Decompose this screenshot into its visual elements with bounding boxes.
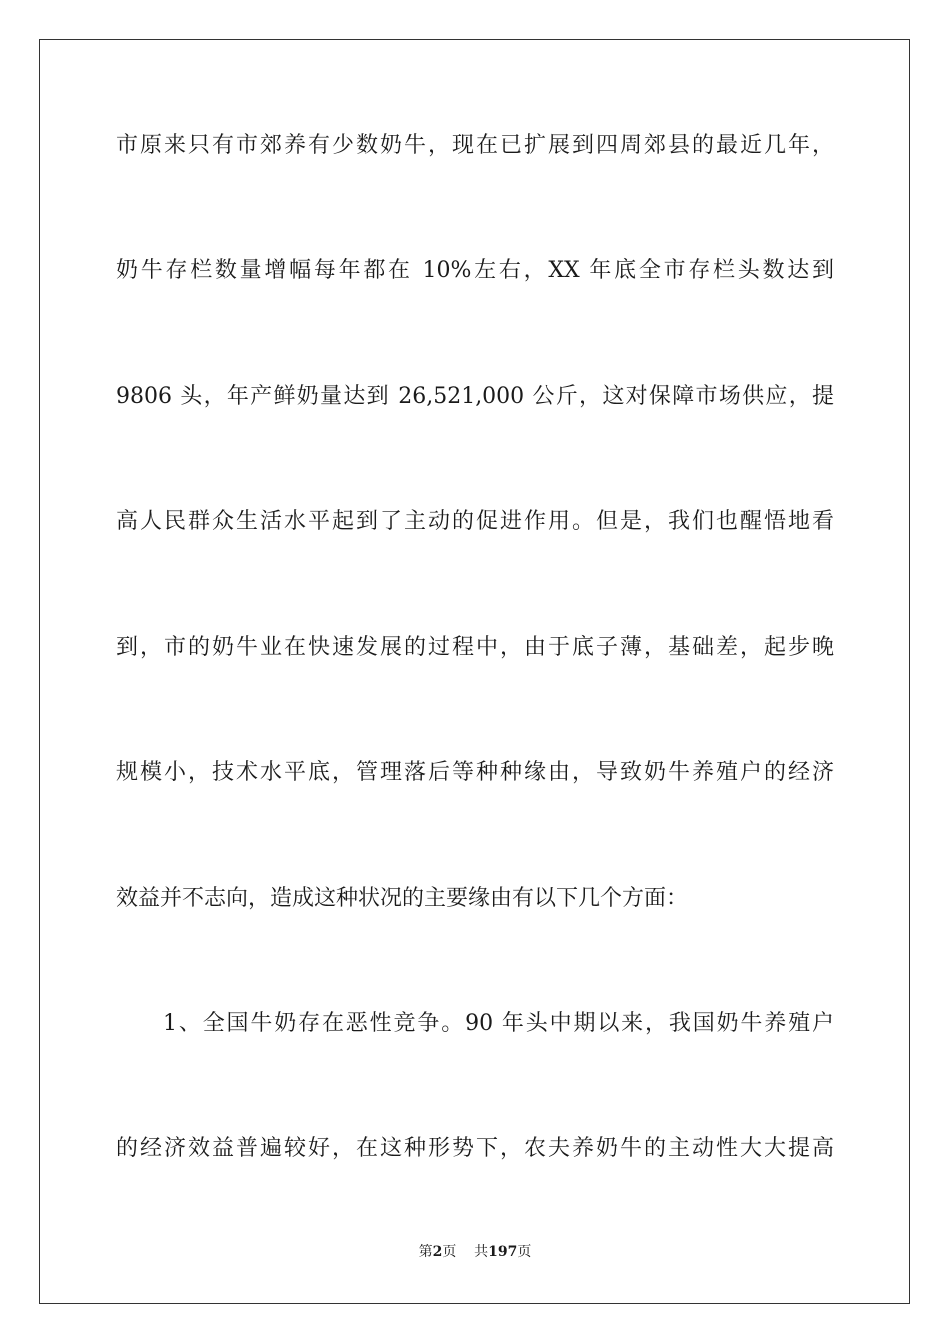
- body-text-line-5: 到，市的奶牛业在快速发展的过程中，由于底子薄，基础差，起步晚: [116, 635, 834, 660]
- footer-page-suffix: 页: [442, 1244, 457, 1260]
- body-text-line-3: 9806 头，年产鲜奶量达到 26,521,000 公斤，这对保障市场供应，提: [116, 384, 834, 409]
- body-text-line-2: 奶牛存栏数量增幅每年都在 10%左右，XX 年底全市存栏头数达到: [116, 258, 834, 283]
- footer-total-suffix: 页: [517, 1244, 532, 1260]
- body-text-line-1: 市原来只有市郊养有少数奶牛，现在已扩展到四周郊县的最近几年，: [116, 133, 834, 158]
- footer-page-prefix: 第: [418, 1244, 433, 1260]
- body-text-line-7: 效益并不志向，造成这种状况的主要缘由有以下几个方面：: [116, 886, 689, 911]
- body-text-line-6: 规模小，技术水平底，管理落后等种种缘由，导致奶牛养殖户的经济: [116, 760, 834, 785]
- body-text-line-4: 高人民群众生活水平起到了主动的促进作用。但是，我们也醒悟地看: [116, 509, 834, 534]
- footer-page-number: 2: [432, 1244, 443, 1260]
- page-footer: [0, 1242, 950, 1262]
- body-text-line-9: 的经济效益普遍较好，在这种形势下，农夫养奶牛的主动性大大提高: [116, 1136, 834, 1161]
- footer-total-pages: 197: [488, 1244, 518, 1260]
- footer-total-prefix: 共: [474, 1244, 489, 1260]
- body-text-line-8: 1、全国牛奶存在恶性竞争。90 年头中期以来，我国奶牛养殖户: [163, 1011, 834, 1036]
- page-border: [39, 39, 910, 1304]
